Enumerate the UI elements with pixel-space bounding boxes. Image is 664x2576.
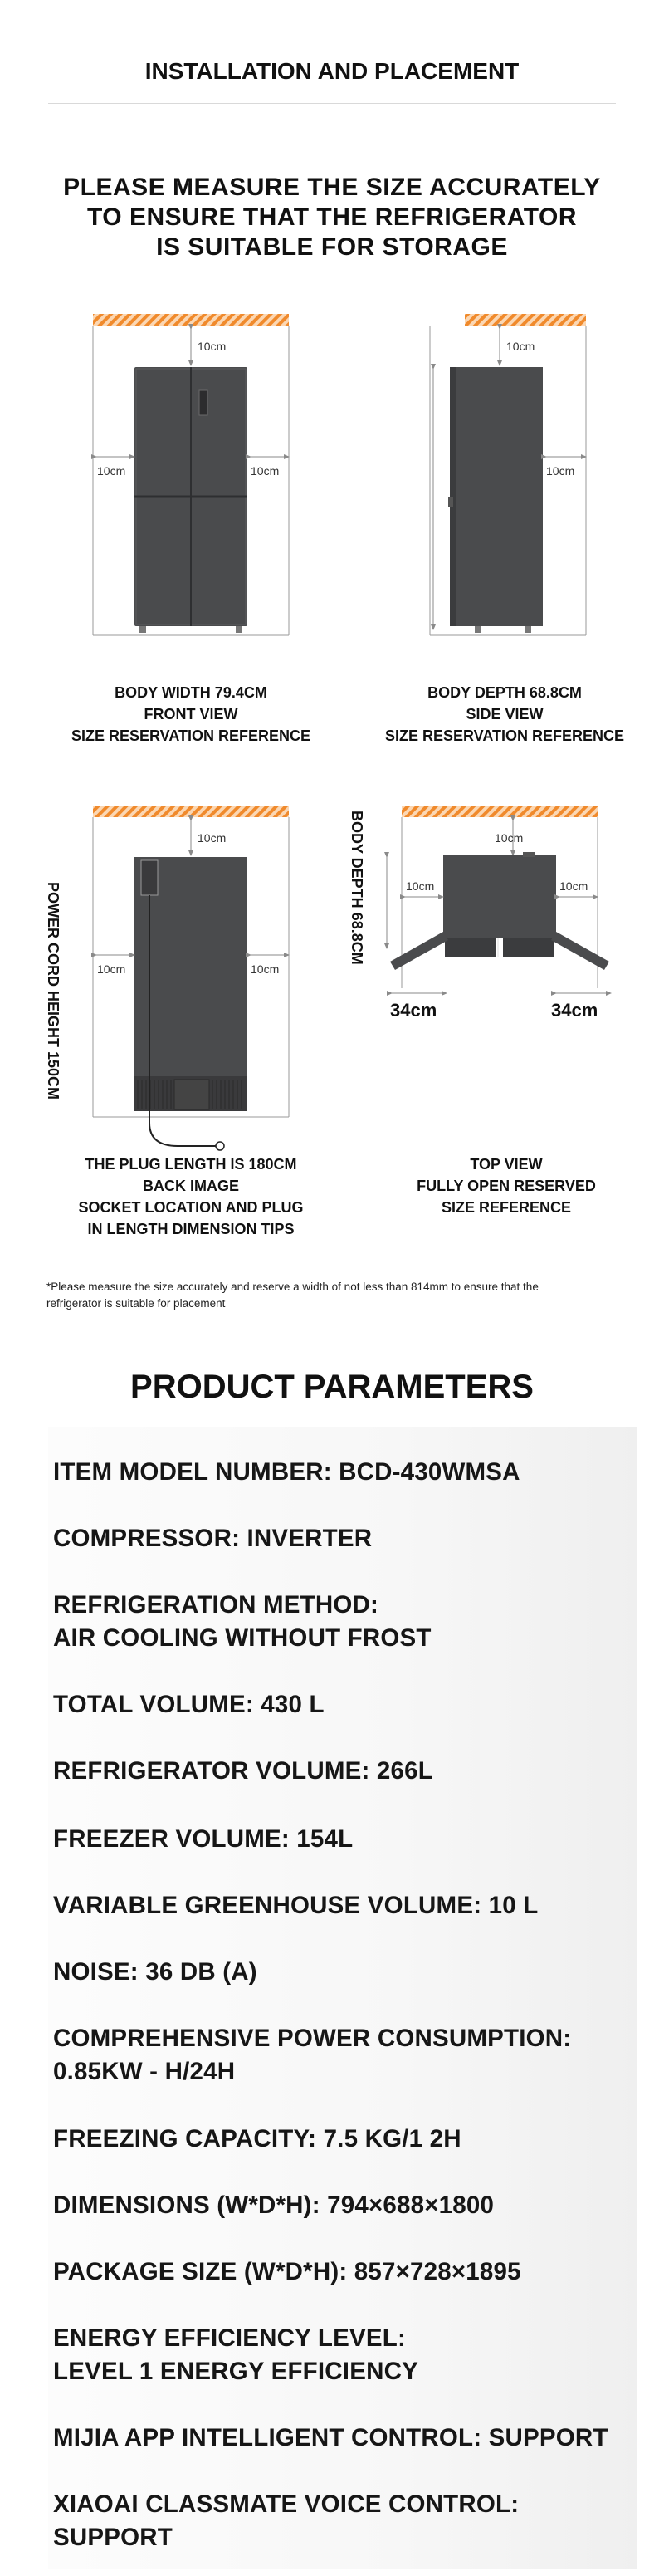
installation-title: INSTALLATION AND PLACEMENT: [144, 58, 520, 84]
top-right-door-swing-label: 34cm: [551, 1000, 598, 1021]
top-top-clearance-label: 10cm: [495, 831, 524, 845]
param-energy-efficiency: ENERGY EFFICIENCY LEVEL: LEVEL 1 ENERGY EFFICIENCY: [53, 2324, 418, 2385]
front-display-panel: [199, 390, 208, 415]
side-caption-line-1: BODY DEPTH 68.8CM: [427, 684, 582, 701]
param-package-size: PACKAGE SIZE (W*D*H): 857×728×1895: [53, 2258, 521, 2285]
back-wall-hatch: [93, 806, 289, 817]
front-top-clearance-label: 10cm: [198, 340, 227, 353]
param-compressor: COMPRESSOR: INVERTER: [53, 1525, 373, 1552]
plug-end: [216, 1142, 224, 1150]
param-dimensions: DIMENSIONS (W*D*H): 794×688×1800: [53, 2192, 495, 2219]
back-right-clearance-label: 10cm: [251, 962, 280, 976]
top-view-diagram: [349, 806, 609, 1021]
param-mijia-app-control: MIJIA APP INTELLIGENT CONTROL: SUPPORT: [53, 2424, 608, 2451]
param-power-consumption: COMPREHENSIVE POWER CONSUMPTION: 0.85KW - H/24H: [53, 2025, 572, 2085]
param-refrigeration-method: REFRIGERATION METHOD: AIR COOLING WITHOUT FROST: [53, 1591, 432, 1652]
param-total-volume: TOTAL VOLUME: 430 L: [53, 1691, 325, 1718]
back-caption-line-1: THE PLUG LENGTH IS 180CM: [85, 1156, 297, 1173]
param-freezer-volume: FREEZER VOLUME: 154L: [53, 1825, 354, 1853]
power-cord-height-label: POWER CORD HEIGHT 150CM: [45, 882, 61, 1100]
top-caption-line-1: TOP VIEW: [470, 1156, 543, 1173]
front-left-clearance-label: 10cm: [97, 464, 126, 477]
top-view-caption: [417, 1156, 596, 1216]
side-caption-line-3: SIZE RESERVATION REFERENCE: [384, 727, 625, 744]
front-wall-hatch: [93, 314, 289, 326]
front-caption-line-2: FRONT VIEW: [144, 706, 238, 722]
param-xiaoai-voice-control: XIAOAI CLASSMATE VOICE CONTROL: SUPPORT: [53, 2490, 520, 2551]
param-model-number: ITEM MODEL NUMBER: BCD-430WMSA: [53, 1458, 520, 1486]
front-right-clearance-label: 10cm: [251, 464, 280, 477]
param-noise: NOISE: 36 DB (A): [53, 1958, 257, 1986]
side-right-clearance-label: 10cm: [546, 464, 575, 477]
side-fridge-body: [455, 367, 543, 626]
side-view-caption: [385, 684, 624, 744]
headline-line-2: TO ENSURE THAT THE REFRIGERATOR: [87, 203, 577, 231]
top-fridge-body: [443, 855, 556, 938]
top-right-clearance-label: 10cm: [559, 879, 588, 893]
back-caption-line-2: BACK IMAGE: [143, 1178, 239, 1194]
side-wall-hatch: [465, 314, 586, 326]
top-right-open-door: [551, 932, 609, 970]
top-left-open-door: [390, 932, 448, 970]
back-top-clearance-label: 10cm: [198, 831, 227, 845]
measurement-note: *Please measure the size accurately and reserve a width of not less than 814mm to ensure that the refrigerator is suitable for placement: [46, 1281, 539, 1310]
headline-line-3: IS SUITABLE FOR STORAGE: [156, 233, 508, 261]
placement-diagrams: [0, 0, 664, 1262]
parameters-panel: [48, 1427, 637, 2569]
back-socket: [141, 860, 158, 895]
back-caption-line-3: SOCKET LOCATION AND PLUG: [78, 1199, 304, 1216]
top-left-door-swing-label: 34cm: [390, 1000, 437, 1021]
top-caption-line-2: FULLY OPEN RESERVED: [417, 1178, 596, 1194]
back-view-caption: [79, 1156, 304, 1237]
front-caption-line-1: BODY WIDTH 79.4CM: [115, 684, 267, 701]
front-view-caption: [71, 684, 310, 744]
side-caption-line-2: SIDE VIEW: [466, 706, 544, 722]
parameters-title: PRODUCT PARAMETERS: [130, 1369, 534, 1405]
front-view-diagram: [93, 314, 289, 635]
param-refrigerator-volume: REFRIGERATOR VOLUME: 266L: [53, 1757, 433, 1785]
top-left-clearance-label: 10cm: [406, 879, 435, 893]
top-caption-line-3: SIZE REFERENCE: [441, 1199, 572, 1216]
headline-line-1: PLEASE MEASURE THE SIZE ACCURATELY: [63, 174, 601, 201]
side-top-clearance-label: 10cm: [506, 340, 535, 353]
back-view-diagram: [45, 806, 289, 1150]
top-body-depth-label: BODY DEPTH 68.8CM: [349, 811, 365, 965]
top-wall-hatch: [402, 806, 598, 817]
back-left-clearance-label: 10cm: [97, 962, 126, 976]
param-freezing-capacity: FREEZING CAPACITY: 7.5 KG/1 2H: [53, 2125, 461, 2152]
front-caption-line-3: SIZE RESERVATION REFERENCE: [71, 727, 311, 744]
side-view-diagram: [430, 314, 586, 635]
back-caption-line-4: IN LENGTH DIMENSION TIPS: [87, 1221, 295, 1237]
param-greenhouse-volume: VARIABLE GREENHOUSE VOLUME: 10 L: [53, 1892, 539, 1919]
